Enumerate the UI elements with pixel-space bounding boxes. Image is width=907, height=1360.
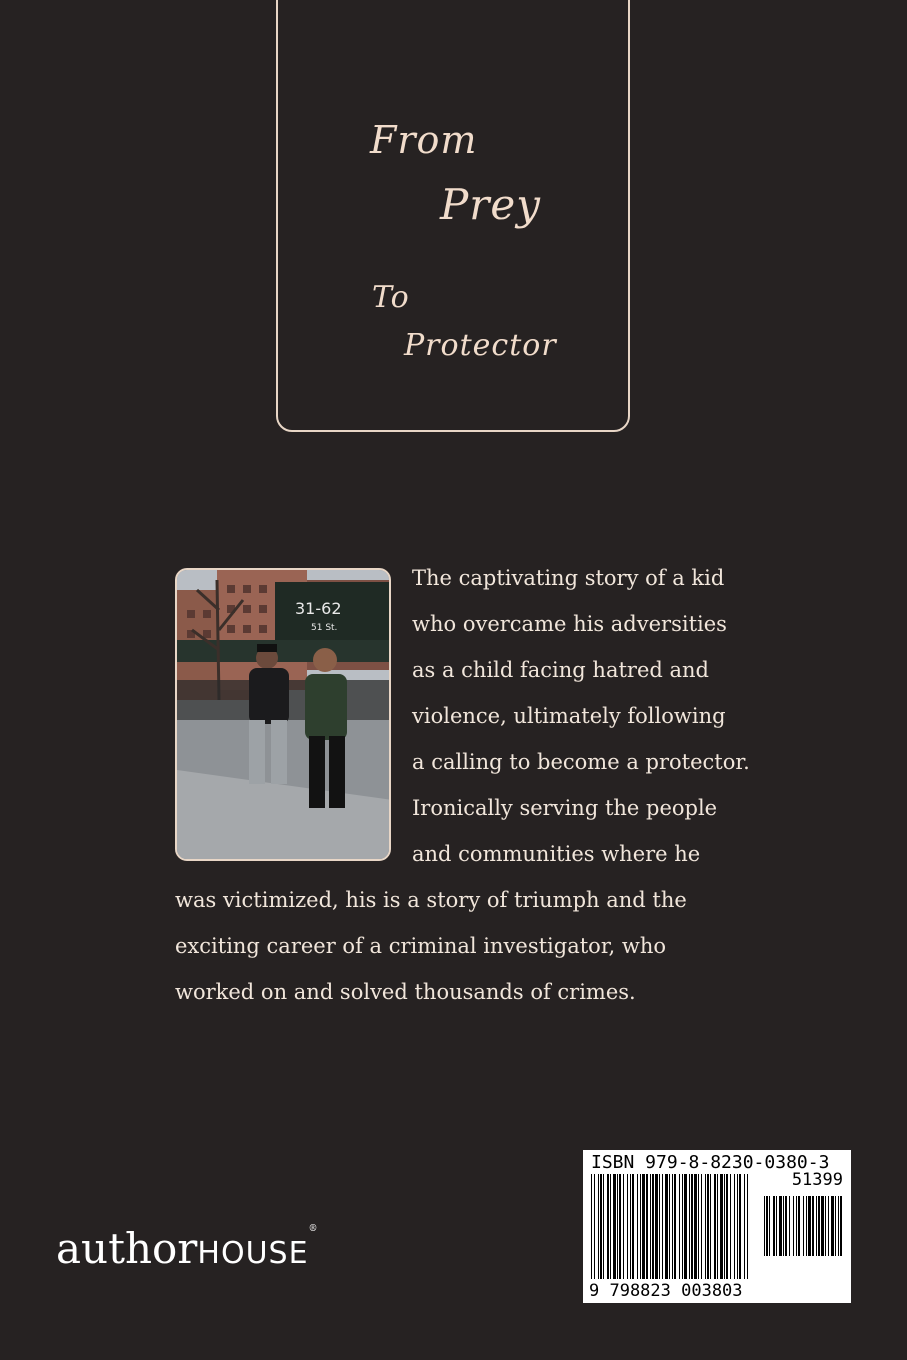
barcode-bar [672,1174,673,1279]
barcode-bar [623,1174,624,1279]
barcode-bar [793,1196,794,1256]
barcode-bar [734,1174,735,1279]
barcode-bar [828,1196,829,1256]
barcode-bar [825,1196,826,1256]
barcode-bar [773,1196,775,1256]
barcode-bar [637,1174,638,1279]
barcode-bar [785,1196,787,1256]
barcode-bar [617,1174,618,1279]
barcode-bar [694,1174,697,1279]
barcode-bar [669,1174,670,1279]
blurb-line-10: worked on and solved thousands of crimes. [175,980,636,1004]
barcode-bar [803,1196,804,1256]
barcode-bar [838,1196,839,1256]
barcode-bar [632,1174,634,1279]
title-protector: Protector [404,328,557,363]
barcode-bar [682,1174,683,1279]
barcode-bar [701,1174,702,1279]
barcode-bar [779,1196,782,1256]
barcode-bar [652,1174,654,1279]
barcode-bar [607,1174,609,1279]
barcode-bar [747,1174,748,1279]
barcode-bar [600,1174,602,1279]
barcode-bar [642,1174,645,1279]
title-from: From [370,118,478,162]
blurb-line-2: who overcame his adversities [412,612,727,636]
sign-number: 31-62 [295,599,342,618]
barcode-bar [808,1196,811,1256]
barcode-bar [679,1174,680,1279]
publisher-logo-author: author [56,1224,198,1273]
barcode-bar [627,1174,628,1279]
barcode-bar [714,1174,716,1279]
barcode-bar [726,1174,728,1279]
blurb-line-9: exciting career of a criminal investigator, who [175,934,667,958]
barcode-bar [684,1174,687,1279]
barcode-bar [650,1174,651,1279]
barcode-bar [613,1174,616,1279]
barcode-bar [646,1174,648,1279]
barcode-bar [707,1174,709,1279]
barcode-bar [818,1196,820,1256]
barcode-bar [691,1174,693,1279]
price-code: 51399 [791,1170,843,1190]
barcode-bar [840,1196,842,1256]
blurb-line-4: violence, ultimately following [412,704,726,728]
barcode-bar [744,1174,745,1279]
barcode-bar [610,1174,611,1279]
barcode-bar [698,1174,699,1279]
barcode-bar [665,1174,668,1279]
barcode-bar [783,1196,784,1256]
barcode-bar [812,1196,814,1256]
barcode-bar [659,1174,660,1279]
isbn-barcode [583,1150,851,1303]
registered-mark: ® [308,1224,318,1234]
barcode-bar [831,1196,834,1256]
barcode-bar [619,1174,621,1279]
barcode-bar [796,1196,797,1256]
blurb-line-7: and communities where he [412,842,701,866]
barcode-bar [603,1174,604,1279]
author-photo [175,568,391,861]
barcode-bar [737,1174,738,1279]
title-prey: Prey [440,180,541,229]
barcode-digits: 9 798823 003803 [589,1281,743,1301]
barcode-bar [689,1174,690,1279]
barcode-bar [806,1196,807,1256]
barcode-bar [655,1174,658,1279]
barcode-bar [769,1196,770,1256]
barcode-bar [766,1196,768,1256]
barcode-bar [630,1174,631,1279]
title-to: To [372,280,410,315]
barcode-bar [591,1174,592,1279]
barcode-bar [776,1196,777,1256]
barcode-bar [640,1174,641,1279]
barcode-bar [739,1174,741,1279]
barcode-bar [662,1174,663,1279]
barcode-bar [730,1174,731,1279]
barcode-bar [594,1174,595,1279]
publisher-logo [56,1224,318,1273]
publisher-logo-house: HOUSE [197,1236,309,1271]
barcode-bar [598,1174,599,1279]
blurb-line-1: The captivating story of a kid [412,566,725,590]
barcode-bar [710,1174,711,1279]
barcode-bar [674,1174,676,1279]
barcode-bar [724,1174,725,1279]
barcode-bar [821,1196,824,1256]
barcode-bar [717,1174,718,1279]
blurb-line-5: a calling to become a protector. [412,750,750,774]
barcode-bar [798,1196,800,1256]
barcode-bar [720,1174,723,1279]
barcode-bar [764,1196,765,1256]
barcode-bar [705,1174,706,1279]
sign-sub: 51 St. [311,623,338,633]
barcode-bar [816,1196,817,1256]
barcode-bar [835,1196,836,1256]
blurb-line-8: was victimized, his is a story of triumph and the [175,888,687,912]
barcode-bar [789,1196,790,1256]
isbn-text: ISBN 979-8-8230-0380-3 [591,1152,830,1173]
blurb-line-6: Ironically serving the people [412,796,718,820]
blurb-line-3: as a child facing hatred and [412,658,709,682]
